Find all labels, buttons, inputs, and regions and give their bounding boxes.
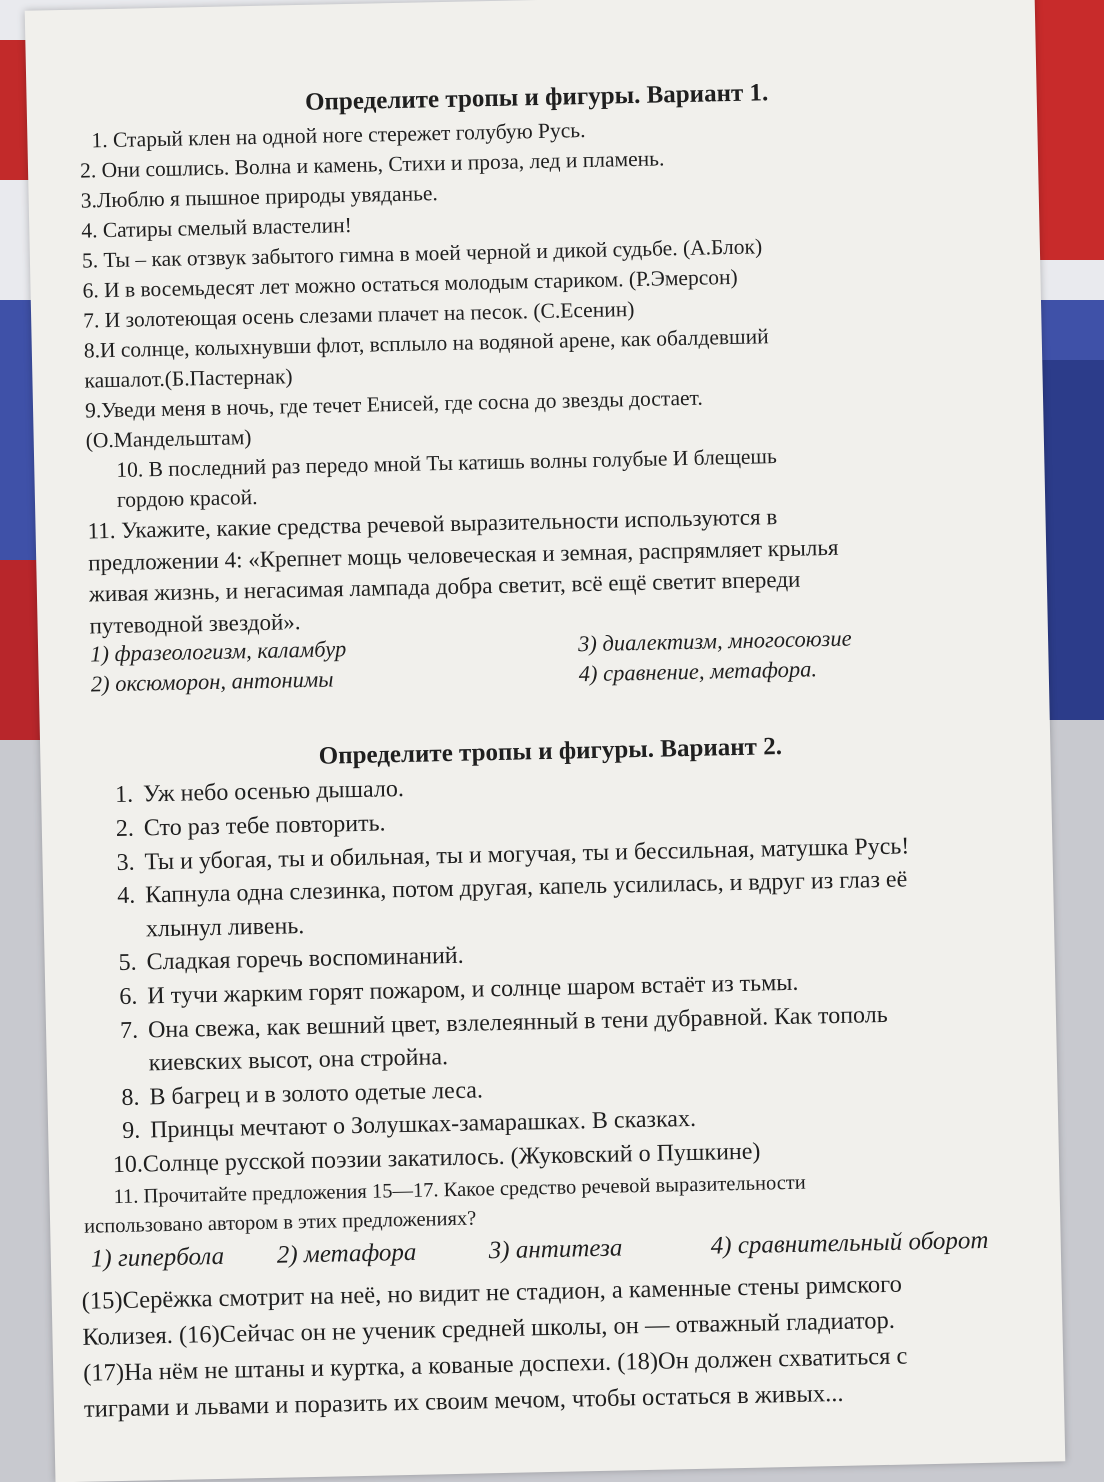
v2-passage (81, 1263, 1044, 1427)
v2-item-text: В багрец и в золото одетые леса. (149, 1077, 484, 1111)
paper-sheet (25, 0, 1066, 1482)
v2-option: 1) гипербола (90, 1242, 225, 1273)
v1-item: 3.Люблю я пышное природы увяданье. (80, 181, 439, 213)
background-blue-shape (1040, 360, 1104, 720)
v2-item-number: 10. (112, 1151, 144, 1179)
v2-item-text: Капнула одна слезинка, потом другая, капель усилилась, и вдруг из глаз её (144, 866, 908, 909)
v2-item-number: 8. (121, 1084, 140, 1111)
background-red-shape (1030, 0, 1104, 260)
worksheet (56, 60, 1044, 1427)
v2-item-number: 1. (114, 782, 134, 809)
v2-item-text: Сладкая горечь воспоминаний. (146, 943, 464, 976)
v2-item-continuation: хлынул ливень. (145, 912, 305, 943)
variant1-title: Определите тропы и фигуры. Вариант 1. (304, 79, 769, 116)
v1-option: 3) диалектизм, многосоюзие (577, 625, 852, 657)
v1-option: 4) сравнение, метафора. (578, 656, 818, 687)
v1-item: 7. И золотеющая осень слезами плачет на песок. (С.Есенин) (82, 297, 635, 333)
v1-item: 8.И солнце, колыхнувши флот, всплыло на водяной арене, как обалдевший (83, 324, 769, 363)
v2-item-text: Солнце русской поэзии закатилось. (Жуковский о Пушкине) (142, 1138, 761, 1178)
v1-question-line: путеводной звездой». (89, 608, 301, 639)
v2-item-continuation: киевских высот, она стройна. (148, 1044, 449, 1077)
v1-item: 4. Сатиры смелый властелин! (81, 212, 353, 243)
v1-question-line: 11. Укажите, какие средства речевой выразительности используются в (87, 504, 778, 544)
v2-question-line: 11. Прочитайте предложения 15—17. Какое средство речевой выразительности (113, 1171, 806, 1208)
v1-item-continuation: (О.Мандельштам) (85, 425, 252, 453)
v2-item-text: И тучи жарким горят пожаром, и солнце шаром встаёт из тьмы. (147, 969, 799, 1010)
v2-item-text: Сто раз тебе повторить. (143, 810, 386, 842)
v1-question-line: предложении 4: «Крепнет мощь человеческая и земная, распрямляет крылья (88, 534, 839, 576)
v2-item-text: Она свежа, как вешний цвет, взлелеянный в тени дубравной. Как тополь (147, 1001, 888, 1043)
v2-item-text: Ты и убогая, ты и обильная, ты и могучая, ты и бессильная, матушка Русь! (144, 832, 910, 875)
passage-line: тиграми и львами и поразить их своим мечом, чтобы остаться в живых... (83, 1379, 844, 1423)
v2-item-number: 9. (121, 1117, 141, 1145)
v2-option: 2) метафора (276, 1238, 417, 1269)
v1-item: 9.Уведи меня в ночь, где течет Енисей, где сосна до звезды достает. (84, 385, 703, 423)
v2-item-number: 2. (115, 815, 135, 842)
v1-option: 1) фразеологизм, каламбур (89, 636, 347, 667)
v2-item-number: 3. (116, 849, 135, 876)
v2-item-text: Принцы мечтают о Золушках-замарашках. В сказках. (149, 1106, 697, 1144)
v2-item-text: Уж небо осенью дышало. (142, 776, 405, 808)
v2-question-line: использовано автором в этих предложениях? (83, 1207, 477, 1238)
passage-line: (17)На нём не штаны и куртка, а кованые доспехи. (18)Он должен схватиться с (82, 1342, 908, 1387)
variant2-title: Определите тропы и фигуры. Вариант 2. (318, 733, 783, 771)
v2-item-number: 6. (119, 983, 138, 1010)
passage-line: (15)Серёжка смотрит на неё, но видит не стадион, а каменные стены римского (81, 1270, 903, 1315)
v2-item-number: 5. (118, 949, 137, 977)
v2-item-number: 4. (116, 882, 136, 910)
passage-line: Колизея. (16)Сейчас он не ученик средней школы, он — отважный гладиатор. (82, 1306, 896, 1351)
v2-option: 4) сравнительный оборот (710, 1226, 989, 1260)
v1-item-continuation: кашалот.(Б.Пастернак) (84, 364, 293, 393)
v1-item: 2. Они сошлись. Волна и камень, Стихи и проза, лед и пламень. (79, 146, 665, 183)
v1-item: 6. И в восемьдесят лет можно остаться молодым стариком. (Р.Эмерсон) (82, 264, 738, 303)
v1-option: 2) оксюморон, антонимы (90, 666, 334, 697)
v2-option: 3) антитеза (488, 1233, 623, 1264)
v2-item-number: 7. (119, 1017, 139, 1044)
v1-question-line: живая жизнь, и негасимая лампада добра светит, всё ещё светит впереди (88, 566, 801, 607)
v1-item: 5. Ты – как отзвук забытого гимна в моей черной и дикой судьбе. (А.Блок) (81, 234, 763, 273)
v1-item: 10. В последний раз передо мной Ты катишь волны голубые И блещешь (116, 444, 778, 482)
v1-item: 1. Старый клен на одной ноге стережет голубую Русь. (91, 118, 586, 153)
v1-item-continuation: гордою красой. (116, 484, 258, 512)
